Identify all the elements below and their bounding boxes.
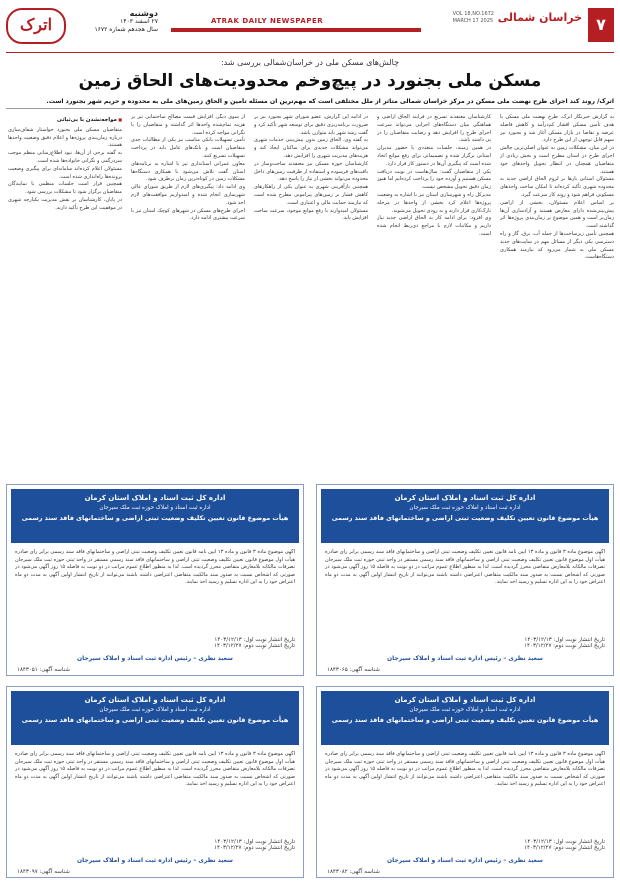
year-line: سال هجدهم شماره ۱۶۷۲ [94,26,158,33]
notice-header [11,691,299,745]
brand-bar [171,28,421,32]
notice-body: آگهی موضوع ماده ۳ قانون و ماده ۱۳ آیین نامه قانون تعیین تکلیف وضعیت ثبتی اراضی و ساختمانهای فاقد سند رسمی برابر رأی صادره هیأت اول موضوع قانون تعیین تکلیف وضعیت ثبتی اراضی و ساختمانهای فاقد سند رسمی مستقر در واحد ثبتی حوزه ثبت ملک سیرجان تصرفات مالکانه بلامعارض متقاضی محرز گردیده است. لذا به منظور اطلاع عموم مراتب در دو نوبت به فاصله ۱۵ روز آگهی می‌شود در صورتی که اشخاص نسبت به صدور سند مالکیت متقاضی اعتراضی داشته باشند می‌توانند از تاریخ انتشار اولین آگهی به مدت دو ماه اعتراض خود را به این اداره تسلیم و رسید اخذ نمایند. [325,751,605,788]
notice-code: شناسه آگهی: ۱۸۴۳۰۵۱ [17,667,70,673]
notice-date-first: تاریخ انتشار نوبت اول: ۱۴۰۳/۱۲/۱۳ [214,637,295,643]
notice-title: هیأت موضوع قانون تعیین تکلیف وضعیت ثبتی اراضی و ساختمانهای فاقد سند رسمی [331,514,599,522]
notice-body: آگهی موضوع ماده ۳ قانون و ماده ۱۳ آیین نامه قانون تعیین تکلیف وضعیت ثبتی اراضی و ساختمانهای فاقد سند رسمی برابر رأی صادره هیأت اول موضوع قانون تعیین تکلیف وضعیت ثبتی اراضی و ساختمانهای فاقد سند رسمی مستقر در واحد ثبتی حوزه ثبت ملک سیرجان تصرفات مالکانه بلامعارض متقاضی محرز گردیده است. لذا به منظور اطلاع عموم مراتب در دو نوبت به فاصله ۱۵ روز آگهی می‌شود در صورتی که اشخاص نسبت به صدور سند مالکیت متقاضی اعتراضی داشته باشند می‌توانند از تاریخ انتشار اولین آگهی به مدت دو ماه اعتراض خود را به این اداره تسلیم و رسید اخذ نمایند. [15,751,295,788]
notice-org: اداره کل ثبت اسناد و املاک استان کرمان [394,494,536,502]
paragraph: وی ادامه داد: پیگیری‌های لازم از طریق شورای عالی شهرسازی انجام شده و امیدواریم موافقت‌های لازم اخذ شود. [131,184,245,206]
notice-title: هیأت موضوع قانون تعیین تکلیف وضعیت ثبتی اراضی و ساختمانهای فاقد سند رسمی [21,514,289,522]
notice-office: اداره ثبت اسناد و املاک حوزه ثبت ملک سیرجان [99,505,211,511]
paragraph: در پایان، کارشناسان بر نقش مدیریت یکپارچه شهری در موفقیت این طرح تأکید دارند. [8,196,122,211]
notice-body: آگهی موضوع ماده ۳ قانون و ماده ۱۳ آیین نامه قانون تعیین تکلیف وضعیت ثبتی اراضی و ساختمانهای فاقد سند رسمی برابر رأی صادره هیأت اول موضوع قانون تعیین تکلیف وضعیت ثبتی اراضی و ساختمانهای فاقد سند رسمی مستقر در واحد ثبتی حوزه ثبت ملک سیرجان تصرفات مالکانه بلامعارض متقاضی محرز گردیده است. لذا به منظور اطلاع عموم مراتب در دو نوبت به فاصله ۱۵ روز آگهی می‌شود در صورتی که اشخاص نسبت به صدور سند مالکیت متقاضی اعتراضی داشته باشند می‌توانند از تاریخ انتشار اولین آگهی به مدت دو ماه اعتراض خود را به این اداره تسلیم و رسید اخذ نمایند. [15,549,295,586]
paragraph: همچنین بازآفرینی شهری به عنوان یکی از راهکارهای کاهش فشار بر زمین‌های پیرامونی مطرح شده است که نیازمند حمایت مالی و اعتباری است. [254,184,368,206]
brand-name: ATRAK DAILY NEWSPAPER [211,17,324,25]
paragraph: کارشناسان معتقدند تسریع در فرآیند الحاق اراضی و هماهنگی میان دستگاه‌های اجرایی می‌تواند سرعت اجرای طرح را افزایش دهد و رضایت متقاضیان را در پی داشته باشد. [377,114,491,144]
paragraph: به گفته وی، الحاق زمین بدون پیش‌بینی خدمات شهری می‌تواند مشکلات جدیدی برای ساکنان ایجاد کند و هزینه‌های مدیریت شهری را افزایش دهد. [254,137,368,159]
notice-dates [325,637,605,649]
notice-date-second: تاریخ انتشار نوبت دوم: ۱۴۰۳/۱۲/۲۷ [214,643,295,649]
notice-date-first: تاریخ انتشار نوبت اول: ۱۴۰۳/۱۲/۱۳ [524,637,605,643]
paragraph: به گفته برخی از آن‌ها، نبود اطلاع‌رسانی منظم موجب سردرگمی و نگرانی خانواده‌ها شده است. [8,150,122,164]
notice-header [321,489,609,543]
notice-date-second: تاریخ انتشار نوبت دوم: ۱۴۰۳/۱۲/۲۷ [524,845,605,851]
subheading: ■ مواجه‌نشدن با بی‌ثباتی [8,116,122,125]
article-column [254,114,368,464]
page-number: ۷ [588,8,614,42]
paragraph: بر اساس اعلام مسئولان، بخشی از اراضی پیش‌بینی‌شده دارای معارض هستند و آزادسازی آن‌ها زمان‌بر است و همین موضوع بر زمان‌بندی پروژه‌ها اثر گذاشته است. [500,199,614,230]
notice-body: آگهی موضوع ماده ۳ قانون و ماده ۱۳ آیین نامه قانون تعیین تکلیف وضعیت ثبتی اراضی و ساختمانهای فاقد سند رسمی برابر رأی صادره هیأت اول موضوع قانون تعیین تکلیف وضعیت ثبتی اراضی و ساختمانهای فاقد سند رسمی مستقر در واحد ثبتی حوزه ثبت ملک سیرجان تصرفات مالکانه بلامعارض متقاضی محرز گردیده است. لذا به منظور اطلاع عموم مراتب در دو نوبت به فاصله ۱۵ روز آگهی می‌شود در صورتی که اشخاص نسبت به صدور سند مالکیت متقاضی اعتراضی داشته باشند می‌توانند از تاریخ انتشار اولین آگهی به مدت دو ماه اعتراض خود را به این اداره تسلیم و رسید اخذ نمایند. [325,549,605,586]
volume-info [453,11,494,25]
article-lead: اترک/ روند کند اجرای طرح نهضت ملی مسکن در مرکز خراسان شمالی متاثر از ملل مختلفی است که مهم‌ترین آن مسئله تأمین و الحاق زمین‌های ملی به محدوده و حریم شهر بجنورد است. [46,98,614,105]
notice-date-first: تاریخ انتشار نوبت اول: ۱۴۰۳/۱۲/۱۳ [214,839,295,845]
paragraph: از سوی دیگر، افزایش قیمت مصالح ساختمانی نیز بر هزینه تمام‌شده واحدها اثر گذاشته و متقاضیان را با نگرانی مواجه کرده است. [131,114,245,136]
article-body [6,114,614,464]
paragraph: اجرای طرح‌های مسکن در شهرهای کوچک استان نیز با سرعت بیشتری ادامه دارد. [131,207,245,222]
article-column [8,114,122,464]
legal-notice[interactable] [6,686,304,878]
notice-date-first: تاریخ انتشار نوبت اول: ۱۴۰۳/۱۲/۱۳ [524,839,605,845]
paragraph: در این میان، مشکلات زمین به عنوان اصلی‌ترین چالش اجرای طرح در استان مطرح است و بخش زیادی از متقاضیان همچنان در انتظار تحویل واحدهای خود هستند. [500,145,614,175]
article-column [500,114,614,464]
masthead-rule [6,52,614,53]
legal-notice[interactable] [316,484,614,676]
section-title: خراسان شمالی [497,11,582,24]
notice-code: شناسه آگهی: ۱۸۴۳۰۹۷ [17,869,70,875]
article-column [131,114,245,464]
lead-rule [6,108,614,109]
paragraph: همچنین تأمین زیرساخت‌ها از جمله آب، برق، گاز و راه دسترسی یکی دیگر از مسائل مهم در سایت‌های جدید مسکن ملی به شمار می‌رود که نیازمند همکاری دستگاه‌هاست. [500,230,614,261]
notice-office: اداره ثبت اسناد و املاک حوزه ثبت ملک سیرجان [409,505,521,511]
logo-text: اترک [19,15,53,34]
notice-date-second: تاریخ انتشار نوبت دوم: ۱۴۰۳/۱۲/۲۷ [214,845,295,851]
notice-signature: سعید نظری – رئیس اداره ثبت اسناد و املاک سیرجان [77,857,233,864]
notice-code: شناسه آگهی: ۱۸۴۳۰۶۵ [327,667,380,673]
paragraph: یکی از متقاضیان گفت: سال‌هاست در نوبت دریافت مسکن هستیم و آورده خود را پرداخت کرده‌ایم اما هنوز زمان دقیق تحویل مشخص نیست. [377,168,491,191]
date-block [68,10,158,34]
notice-signature: سعید نظری – رئیس اداره ثبت اسناد و املاک سیرجان [387,857,543,864]
notice-dates [15,637,295,649]
paragraph: همچنین قرار است جلسات منظمی با نمایندگان متقاضیان برگزار شود تا مشکلات بررسی شود. [8,181,122,196]
paragraph: مدیرکل راه و شهرسازی استان نیز با اشاره به وضعیت پروژه‌ها اعلام کرد بخشی از واحدها در مرحله نازک‌کاری قرار دارند و به زودی تحویل می‌شوند. [377,191,491,214]
paragraph: وی افزود: برای ادامه کار به الحاق اراضی جدید نیاز داریم و مکاتبات لازم با مراجع ذی‌ربط انجام شده است. [377,215,491,237]
weekday: دوشنبه [129,9,158,18]
paragraph: مسئولان اعلام کرده‌اند سامانه‌ای برای پیگیری وضعیت پرونده‌ها راه‌اندازی شده است. [8,165,122,180]
paragraph: در همین زمینه، جلسات متعددی با حضور مدیران استانی برگزار شده و تصمیماتی برای رفع موانع اتخاذ شده است که پیگیری آن‌ها در دستور کار قرار دارد. [377,145,491,167]
notice-office: اداره ثبت اسناد و املاک حوزه ثبت ملک سیرجان [409,707,521,713]
paragraph: معاون عمرانی استانداری نیز با اشاره به برنامه‌های استان گفت تلاش می‌شود با همکاری دستگاه‌ها مشکلات زمین در کوتاه‌ترین زمان برطرف شود. [131,160,245,183]
issue-date: ۲۷ اسفند ۱۴۰۳ [120,18,158,25]
notice-org: اداره کل ثبت اسناد و املاک استان کرمان [394,696,536,704]
paragraph: مسئولان استانی بارها بر لزوم الحاق اراضی جدید به محدوده شهری تأکید کرده‌اند تا امکان ساخت واحدهای مسکونی فراهم شود و روند کار سرعت گیرد. [500,176,614,198]
paragraph: در ادامه این گزارش، عضو شورای شهر بجنورد نیز بر ضرورت برنامه‌ریزی دقیق برای توسعه شهر تأکید کرد و گفت رشد شهر باید متوازن باشد. [254,114,368,136]
paragraph: مسئولان امیدوارند با رفع موانع موجود، سرعت ساخت افزایش یابد. [254,207,368,222]
notice-org: اداره کل ثبت اسناد و املاک استان کرمان [84,696,226,704]
notice-code: شناسه آگهی: ۱۸۴۳۰۸۲ [327,869,380,875]
article-kicker: چالش‌های مسکن ملی در خراسان‌شمالی بررسی شد: [220,58,400,67]
paragraph: کارشناسان حوزه مسکن نیز معتقدند ساخت‌وساز در بافت‌های فرسوده و استفاده از ظرفیت زمین‌های داخل محدوده می‌تواند بخشی از نیاز را پاسخ دهد. [254,160,368,183]
issue-date-en: MARCH 17 2025 [452,18,494,24]
legal-notice[interactable] [6,484,304,676]
notice-office: اداره ثبت اسناد و املاک حوزه ثبت ملک سیرجان [99,707,211,713]
notice-org: اداره کل ثبت اسناد و املاک استان کرمان [84,494,226,502]
notice-dates [15,839,295,851]
paragraph: تأمین تسهیلات بانکی مناسب نیز یکی از مطالبات جدی متقاضیان است و بانک‌های عامل باید در پرداخت تسهیلات تسریع کنند. [131,137,245,159]
newspaper-logo[interactable] [6,8,66,44]
notice-title: هیأت موضوع قانون تعیین تکلیف وضعیت ثبتی اراضی و ساختمانهای فاقد سند رسمی [331,716,599,724]
notice-header [321,691,609,745]
article-headline[interactable]: مسکن ملی بجنورد در پیچ‌وخم محدودیت‌های الحاق زمین [78,71,542,91]
legal-notices [6,484,614,879]
notice-dates [325,839,605,851]
article-column [377,114,491,464]
paragraph: به گزارش خبرنگار اترک، طرح نهضت ملی مسکن با هدف تأمین مسکن اقشار کم‌درآمد و کاهش فاصله عرضه و تقاضا در بازار مسکن آغاز شد و بجنورد نیز سهم قابل توجهی از این طرح دارد. [500,114,614,144]
notice-header [11,489,299,543]
notice-signature: سعید نظری – رئیس اداره ثبت اسناد و املاک سیرجان [387,655,543,662]
paragraph: متقاضیان مسکن ملی بجنورد خواستار شفاف‌سازی درباره زمان‌بندی پروژه‌ها و اعلام دقیق وضعیت واحدها هستند. [8,126,122,149]
notice-date-second: تاریخ انتشار نوبت دوم: ۱۴۰۳/۱۲/۲۷ [524,643,605,649]
notice-signature: سعید نظری – رئیس اداره ثبت اسناد و املاک سیرجان [77,655,233,662]
legal-notice[interactable] [316,686,614,878]
notice-title: هیأت موضوع قانون تعیین تکلیف وضعیت ثبتی اراضی و ساختمانهای فاقد سند رسمی [21,716,289,724]
volume-number: VOL 18,NO.1672 [452,11,494,17]
masthead [6,8,614,48]
